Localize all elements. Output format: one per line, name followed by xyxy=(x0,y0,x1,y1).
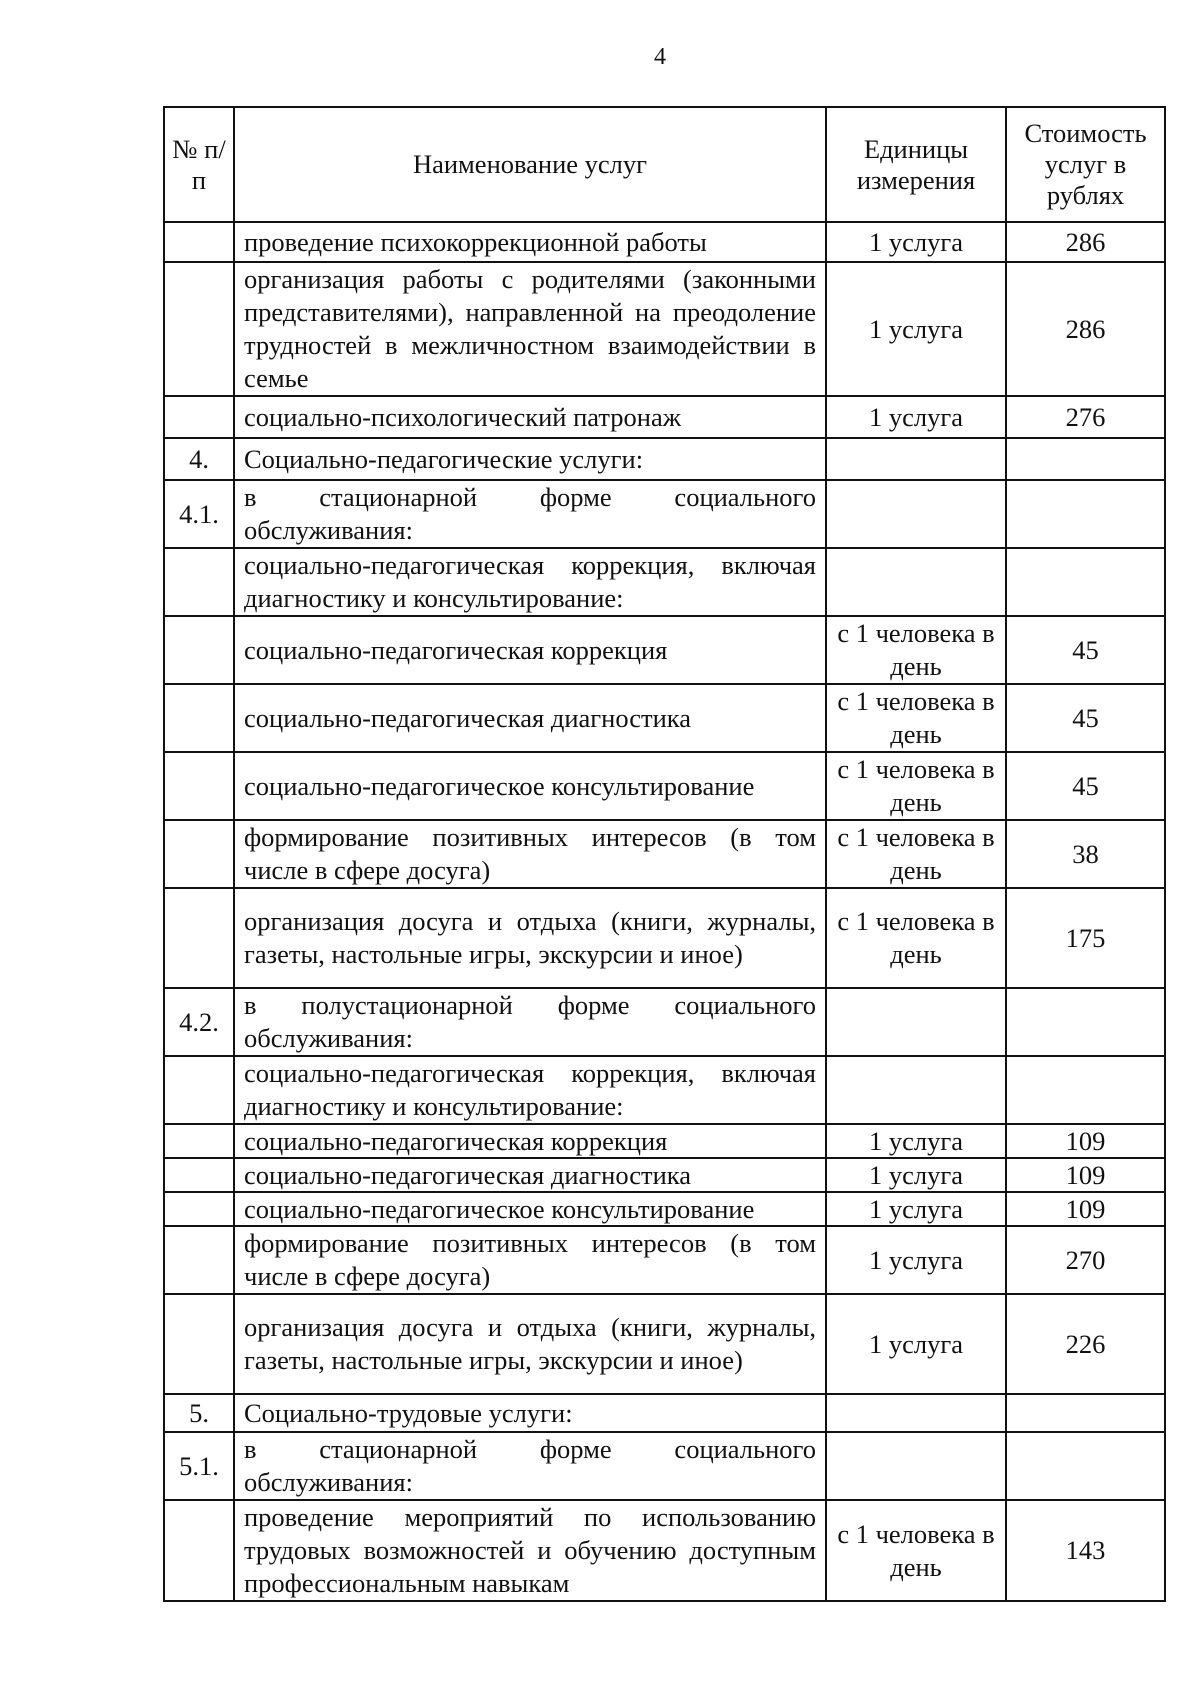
table-row xyxy=(164,888,1165,988)
table-row xyxy=(164,1294,1165,1394)
row-number: 4.1. xyxy=(164,480,234,548)
row-service-name: формирование позитивных интересов (в том числе в сфере досуга) xyxy=(234,1226,826,1294)
row-service-name: Социально-педагогические услуги: xyxy=(234,438,826,480)
row-unit: 1 услуга xyxy=(826,1124,1006,1158)
row-number xyxy=(164,752,234,820)
row-number: 5.1. xyxy=(164,1432,234,1500)
table-row xyxy=(164,222,1165,262)
row-service-name: социально-педагогическая коррекция xyxy=(234,1124,826,1158)
header-cost: Стоимость услуг в рублях xyxy=(1006,107,1165,222)
row-number xyxy=(164,1500,234,1601)
row-cost: 109 xyxy=(1006,1158,1165,1192)
table-row xyxy=(164,438,1165,480)
row-number xyxy=(164,1158,234,1192)
row-service-name: в стационарной форме социального обслуживания: xyxy=(234,480,826,548)
table-row xyxy=(164,1432,1165,1500)
row-service-name: социально-педагогическое консультирование xyxy=(234,1192,826,1226)
header-number: № п/п xyxy=(164,107,234,222)
row-unit: с 1 человека в день xyxy=(826,1500,1006,1601)
table-row xyxy=(164,820,1165,888)
row-cost: 109 xyxy=(1006,1124,1165,1158)
row-number xyxy=(164,616,234,684)
table-row xyxy=(164,480,1165,548)
row-unit xyxy=(826,548,1006,616)
row-cost xyxy=(1006,1056,1165,1124)
row-unit: 1 услуга xyxy=(826,262,1006,396)
table-row xyxy=(164,684,1165,752)
row-cost xyxy=(1006,480,1165,548)
row-number xyxy=(164,1124,234,1158)
row-unit: с 1 человека в день xyxy=(826,820,1006,888)
table-row xyxy=(164,396,1165,438)
row-cost: 38 xyxy=(1006,820,1165,888)
table-row xyxy=(164,988,1165,1056)
row-cost xyxy=(1006,1394,1165,1432)
row-cost xyxy=(1006,1432,1165,1500)
row-unit: 1 услуга xyxy=(826,1226,1006,1294)
table-row xyxy=(164,752,1165,820)
row-service-name: социально-психологический патронаж xyxy=(234,396,826,438)
row-cost: 45 xyxy=(1006,616,1165,684)
row-unit xyxy=(826,1432,1006,1500)
row-cost: 286 xyxy=(1006,222,1165,262)
row-service-name: формирование позитивных интересов (в том числе в сфере досуга) xyxy=(234,820,826,888)
row-unit: с 1 человека в день xyxy=(826,888,1006,988)
row-cost: 109 xyxy=(1006,1192,1165,1226)
row-number xyxy=(164,1226,234,1294)
row-service-name: организация работы с родителями (законными представителями), направленной на преодоление трудностей в межличностном взаимодействии в семье xyxy=(234,262,826,396)
table-row xyxy=(164,1500,1165,1601)
row-unit xyxy=(826,988,1006,1056)
row-service-name: социально-педагогическая коррекция, включая диагностику и консультирование: xyxy=(234,548,826,616)
row-number xyxy=(164,262,234,396)
row-cost: 45 xyxy=(1006,684,1165,752)
row-unit xyxy=(826,1056,1006,1124)
row-number xyxy=(164,888,234,988)
table-row xyxy=(164,262,1165,396)
row-number xyxy=(164,222,234,262)
table-row xyxy=(164,1226,1165,1294)
row-service-name: социально-педагогическое консультирование xyxy=(234,752,826,820)
row-unit: 1 услуга xyxy=(826,1192,1006,1226)
page-number: 4 xyxy=(654,44,666,70)
row-number xyxy=(164,820,234,888)
row-unit xyxy=(826,1394,1006,1432)
services-price-table xyxy=(163,106,1166,1602)
row-number xyxy=(164,396,234,438)
row-cost: 286 xyxy=(1006,262,1165,396)
row-service-name: в полустационарной форме социального обслуживания: xyxy=(234,988,826,1056)
table-row xyxy=(164,1056,1165,1124)
table-row xyxy=(164,1124,1165,1158)
row-number xyxy=(164,1192,234,1226)
row-number: 4. xyxy=(164,438,234,480)
row-service-name: социально-педагогическая коррекция, включая диагностику и консультирование: xyxy=(234,1056,826,1124)
row-unit: 1 услуга xyxy=(826,222,1006,262)
row-number xyxy=(164,548,234,616)
row-cost: 45 xyxy=(1006,752,1165,820)
row-cost: 226 xyxy=(1006,1294,1165,1394)
row-service-name: проведение психокоррекционной работы xyxy=(234,222,826,262)
row-number: 4.2. xyxy=(164,988,234,1056)
row-unit xyxy=(826,438,1006,480)
table-header-row xyxy=(164,107,1165,222)
row-unit: 1 услуга xyxy=(826,1294,1006,1394)
table-row xyxy=(164,1394,1165,1432)
row-cost xyxy=(1006,548,1165,616)
row-unit: 1 услуга xyxy=(826,1158,1006,1192)
row-number: 5. xyxy=(164,1394,234,1432)
table-row xyxy=(164,1158,1165,1192)
row-cost: 143 xyxy=(1006,1500,1165,1601)
row-cost: 276 xyxy=(1006,396,1165,438)
row-service-name: организация досуга и отдыха (книги, журналы, газеты, настольные игры, экскурсии и иное) xyxy=(234,1294,826,1394)
row-number xyxy=(164,684,234,752)
row-service-name: организация досуга и отдыха (книги, журналы, газеты, настольные игры, экскурсии и иное) xyxy=(234,888,826,988)
row-service-name: социально-педагогическая коррекция xyxy=(234,616,826,684)
row-cost: 270 xyxy=(1006,1226,1165,1294)
row-unit xyxy=(826,480,1006,548)
row-number xyxy=(164,1294,234,1394)
row-service-name: проведение мероприятий по использованию трудовых возможностей и обучению доступным профессиональным навыкам xyxy=(234,1500,826,1601)
row-service-name: социально-педагогическая диагностика xyxy=(234,1158,826,1192)
row-service-name: Социально-трудовые услуги: xyxy=(234,1394,826,1432)
row-cost xyxy=(1006,988,1165,1056)
row-service-name: в стационарной форме социального обслуживания: xyxy=(234,1432,826,1500)
table-row xyxy=(164,616,1165,684)
header-service-name: Наименование услуг xyxy=(234,107,826,222)
row-unit: 1 услуга xyxy=(826,396,1006,438)
header-unit: Единицы измерения xyxy=(826,107,1006,222)
row-cost xyxy=(1006,438,1165,480)
row-unit: с 1 человека в день xyxy=(826,752,1006,820)
row-service-name: социально-педагогическая диагностика xyxy=(234,684,826,752)
row-number xyxy=(164,1056,234,1124)
table-row xyxy=(164,548,1165,616)
table-row xyxy=(164,1192,1165,1226)
row-unit: с 1 человека в день xyxy=(826,616,1006,684)
row-unit: с 1 человека в день xyxy=(826,684,1006,752)
row-cost: 175 xyxy=(1006,888,1165,988)
